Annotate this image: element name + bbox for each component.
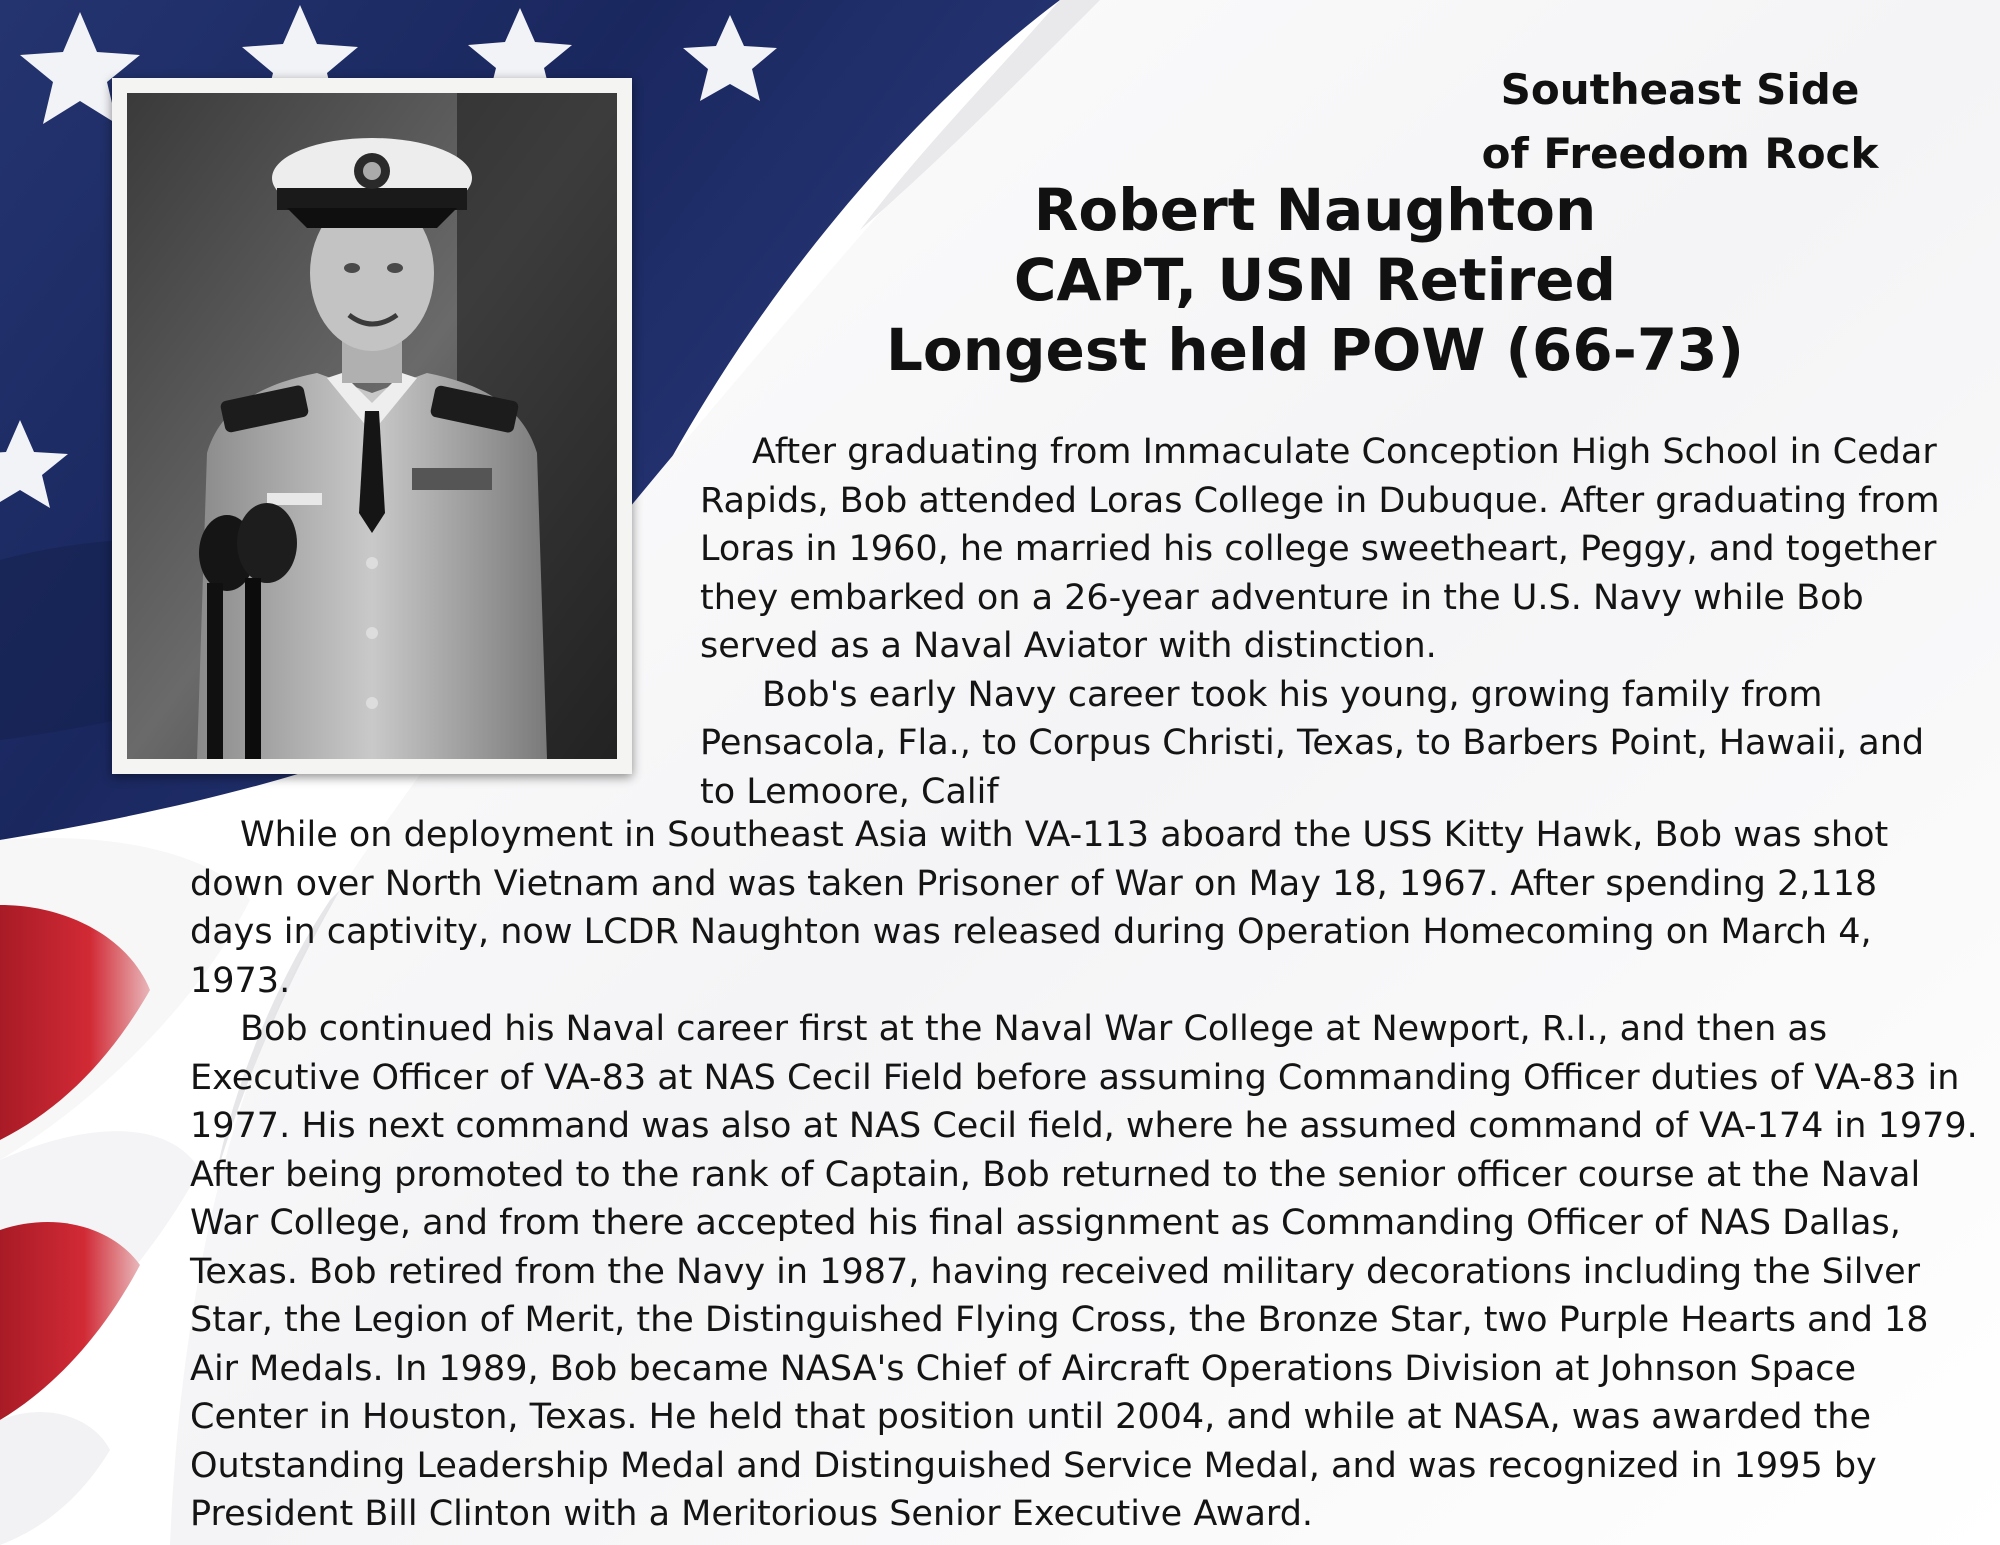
- bio-line: they embarked on a 26-year adventure in the U.S. Navy while Bob: [700, 577, 1864, 618]
- bio-main-section: [190, 811, 1980, 1539]
- bio-top-section: [700, 428, 1970, 816]
- side-note: [1450, 58, 1910, 186]
- bio-line: Bob continued his Naval career first at the Naval War College at Newport, R.I., and then as: [240, 1009, 1828, 1049]
- bio-line: days in captivity, now LCDR Naughton was released during Operation Homecoming on March 4,: [190, 912, 1872, 952]
- bio-line: President Bill Clinton with a Meritorious Senior Executive Award.: [190, 1494, 1314, 1534]
- side-note-line-2: of Freedom Rock: [1481, 129, 1879, 178]
- bio-line: Center in Houston, Texas. He held that position until 2004, and while at NASA, was awarded the: [190, 1397, 1872, 1437]
- person-distinction: Longest held POW (66-73): [885, 316, 1745, 384]
- person-rank: CAPT, USN Retired: [1013, 246, 1617, 314]
- bio-line: served as a Naval Aviator with distinction.: [700, 626, 1437, 666]
- bio-line: Star, the Legion of Merit, the Distinguished Flying Cross, the Bronze Star, two Purple Hearts and 18: [190, 1300, 1929, 1340]
- bio-line: After graduating from Immaculate Conception High School in Cedar: [752, 432, 1937, 472]
- bio-line: 1977. His next command was also at NAS Cecil field, where he assumed command of VA-174 in 1979.: [190, 1106, 1978, 1146]
- bio-line: Outstanding Leadership Medal and Distinguished Service Medal, and was recognized in 1995 by: [190, 1445, 1877, 1486]
- side-note-line-1: Southeast Side: [1500, 65, 1860, 114]
- bio-line: down over North Vietnam and was taken Prisoner of War on May 18, 1967. After spending 2,118: [190, 863, 1878, 904]
- bio-line: 1973.: [190, 960, 291, 1001]
- bio-line: Texas. Bob retired from the Navy in 1987, having received military decorations including the Silver: [190, 1251, 1921, 1292]
- bio-line: After being promoted to the rank of Captain, Bob returned to the senior officer course at the Naval: [190, 1154, 1921, 1195]
- bio-line: Pensacola, Fla., to Corpus Christi, Texas, to Barbers Point, Hawaii, and: [700, 723, 1925, 763]
- portrait-photo: [112, 78, 632, 774]
- title-block: [840, 175, 1790, 385]
- bio-line: War College, and from there accepted his final assignment as Commanding Officer of NAS Dallas,: [190, 1203, 1901, 1243]
- bio-line: Bob's early Navy career took his young, growing family from: [762, 674, 1823, 715]
- bio-line: Executive Officer of VA-83 at NAS Cecil Field before assuming Commanding Officer duties of VA-83 in: [190, 1057, 1960, 1098]
- bio-line: Rapids, Bob attended Loras College in Dubuque. After graduating from: [700, 480, 1940, 521]
- bio-line: to Lemoore, Calif: [700, 771, 999, 812]
- bio-line: Loras in 1960, he married his college sweetheart, Peggy, and together: [700, 529, 1937, 569]
- person-name: Robert Naughton: [1033, 176, 1597, 244]
- bio-line: While on deployment in Southeast Asia with VA-113 aboard the USS Kitty Hawk, Bob was shot: [240, 815, 1889, 855]
- bio-line: Air Medals. In 1989, Bob became NASA's Chief of Aircraft Operations Division at Johnson Space: [190, 1348, 1857, 1389]
